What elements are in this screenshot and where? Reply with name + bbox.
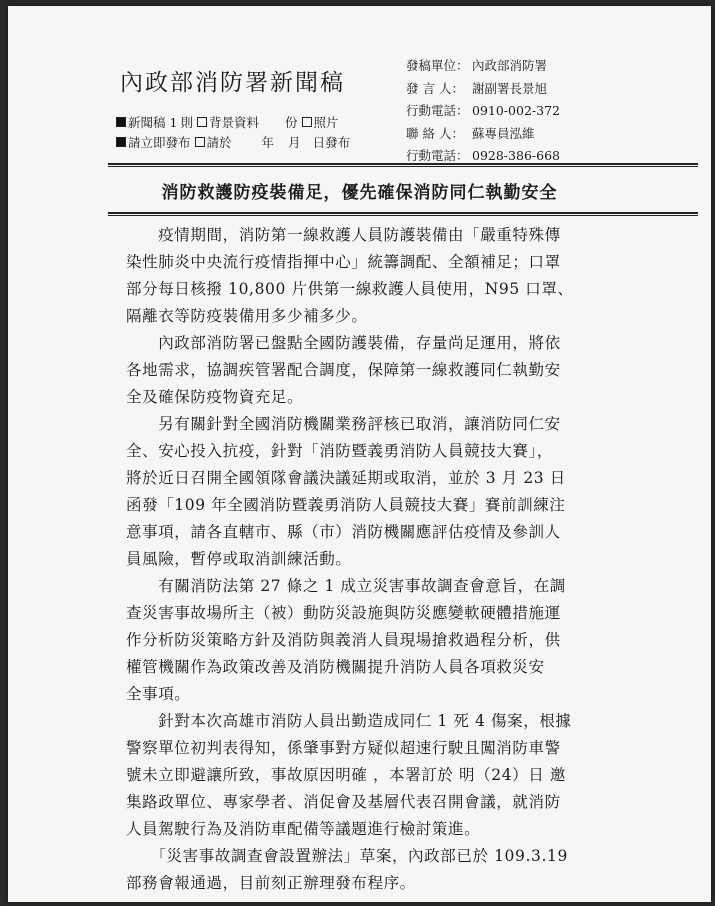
headline: 消防救護防疫裝備足，優先確保消防同仁執勤安全 <box>161 183 558 203</box>
headline-divider-thin <box>108 215 698 216</box>
meta-value: 內政部消防署 <box>472 58 548 73</box>
meta-row <box>406 79 560 102</box>
contact-info <box>406 56 560 169</box>
text-line: 集路政單位、專家學者、消促會及基層代表召開會議，就消防 <box>126 793 561 811</box>
header-divider <box>108 163 698 165</box>
background-material-label: 背景資料 <box>208 115 259 130</box>
release-immediately-label: 請立即發布 <box>128 135 191 150</box>
year-label: 年 <box>261 135 275 150</box>
paragraph <box>126 330 686 411</box>
text-line: 全事項。 <box>126 685 191 703</box>
unchecked-box-icon <box>197 117 207 127</box>
letterhead <box>8 6 711 166</box>
organization-title: 內政部消防署新聞稿 <box>120 70 345 96</box>
headline-divider <box>108 212 698 214</box>
article-body <box>126 222 686 897</box>
text-line: 有關消防法第 27 條之 1 成立災害事故調查會意旨，在調 <box>126 577 566 595</box>
unchecked-box-icon <box>195 137 205 147</box>
photo-label: 照片 <box>313 115 339 130</box>
release-on-label: 請於 <box>206 135 232 150</box>
meta-label: 行動電話： <box>406 148 469 163</box>
header-divider-thin <box>108 166 698 167</box>
paragraph <box>126 411 686 573</box>
text-line: 針對本次高雄市消防人員出勤造成同仁 1 死 4 傷案，根據 <box>126 712 572 730</box>
text-line: 部分每日核撥 10,800 片供第一線救護人員使用，N95 口罩、 <box>126 280 574 298</box>
text-line: 警察單位初判表得知，係肇事對方疑似超速行駛且闖消防車警 <box>126 739 561 757</box>
meta-label: 發 言 人： <box>406 80 464 96</box>
text-line: 染性肺炎中央流行疫情指揮中心」統籌調配、全額補足；口罩 <box>126 253 561 271</box>
text-line: 將於近日召開全國領隊會議決議延期或取消，並於 3 月 23 日 <box>126 469 566 487</box>
text-line: 員風險，暫停或取消訓練活動。 <box>126 550 352 568</box>
checked-box-icon <box>116 137 126 147</box>
meta-label: 行動電話： <box>406 103 469 118</box>
meta-label: 發稿單位： <box>406 58 469 73</box>
background-material-unit: 份 <box>285 115 298 130</box>
text-line: 號未立即避讓所致，事故原因明確 ，本署訂於 明（24）日 邀 <box>126 766 567 784</box>
day-label: 日發布 <box>312 135 351 150</box>
text-line: 疫情期間，消防第一線救護人員防護裝備由「嚴重特殊傳 <box>126 226 561 244</box>
text-line: 權管機關作為政策改善及消防機關提升消防人員各項救災安 <box>126 658 545 676</box>
text-line: 全及確保防疫物資充足。 <box>126 388 304 406</box>
press-release-unit: 則 <box>180 115 193 130</box>
meta-value: 0928-386-668 <box>472 148 560 163</box>
release-timing-row <box>116 133 350 151</box>
meta-value: 蘇專員泓維 <box>472 125 535 141</box>
paragraph <box>126 573 686 708</box>
meta-row <box>406 101 560 124</box>
meta-label: 聯 絡 人： <box>406 125 464 141</box>
text-line: 隔離衣等防疫裝備用多少補多少。 <box>126 307 368 325</box>
press-release-label: 新聞稿 <box>128 115 166 130</box>
unchecked-box-icon <box>302 117 312 127</box>
meta-row <box>406 56 560 79</box>
text-line: 意事項，請各直轄市、縣（市）消防機關應評估疫情及參訓人 <box>126 523 561 541</box>
text-line: 另有關針對全國消防機關業務評核已取消，讓消防同仁安 <box>126 415 561 433</box>
meta-row <box>406 124 560 147</box>
meta-value: 謝副署長景旭 <box>472 80 548 96</box>
text-line: 內政部消防署已盤點全國防護裝備，存量尚足運用，將依 <box>126 334 561 352</box>
text-line: 查災害事故場所主（被）動防災設施與防災應變軟硬體措施運 <box>126 604 561 622</box>
text-line: 全、安心投入抗疫，針對「消防暨義勇消防人員競技大賽」， <box>126 442 553 460</box>
paragraph <box>126 708 686 843</box>
text-line: 函發「109 年全國消防暨義勇消防人員競技大賽」賽前訓練注 <box>126 496 566 514</box>
text-line: 各地需求，協調疾管署配合調度，保障第一線救護同仁執勤安 <box>126 361 561 379</box>
paragraph <box>126 843 686 897</box>
paragraph <box>126 222 686 330</box>
checked-box-icon <box>116 117 126 127</box>
press-release-page <box>8 6 711 902</box>
text-line: 人員駕駛行為及消防車配備等議題進行檢討策進。 <box>126 820 481 838</box>
text-line: 「災害事故調查會設置辦法」草案，內政部已於 109.3.19 <box>126 847 568 865</box>
release-type-row <box>116 113 339 131</box>
text-line: 作分析防災策略方針及消防與義消人員現場搶救過程分析，供 <box>126 631 561 649</box>
text-line: 部務會報通過，目前刻正辦理發布程序。 <box>126 874 416 892</box>
press-release-count: 1 <box>169 114 178 130</box>
meta-value: 0910-002-372 <box>472 103 560 118</box>
month-label: 月 <box>288 135 301 150</box>
